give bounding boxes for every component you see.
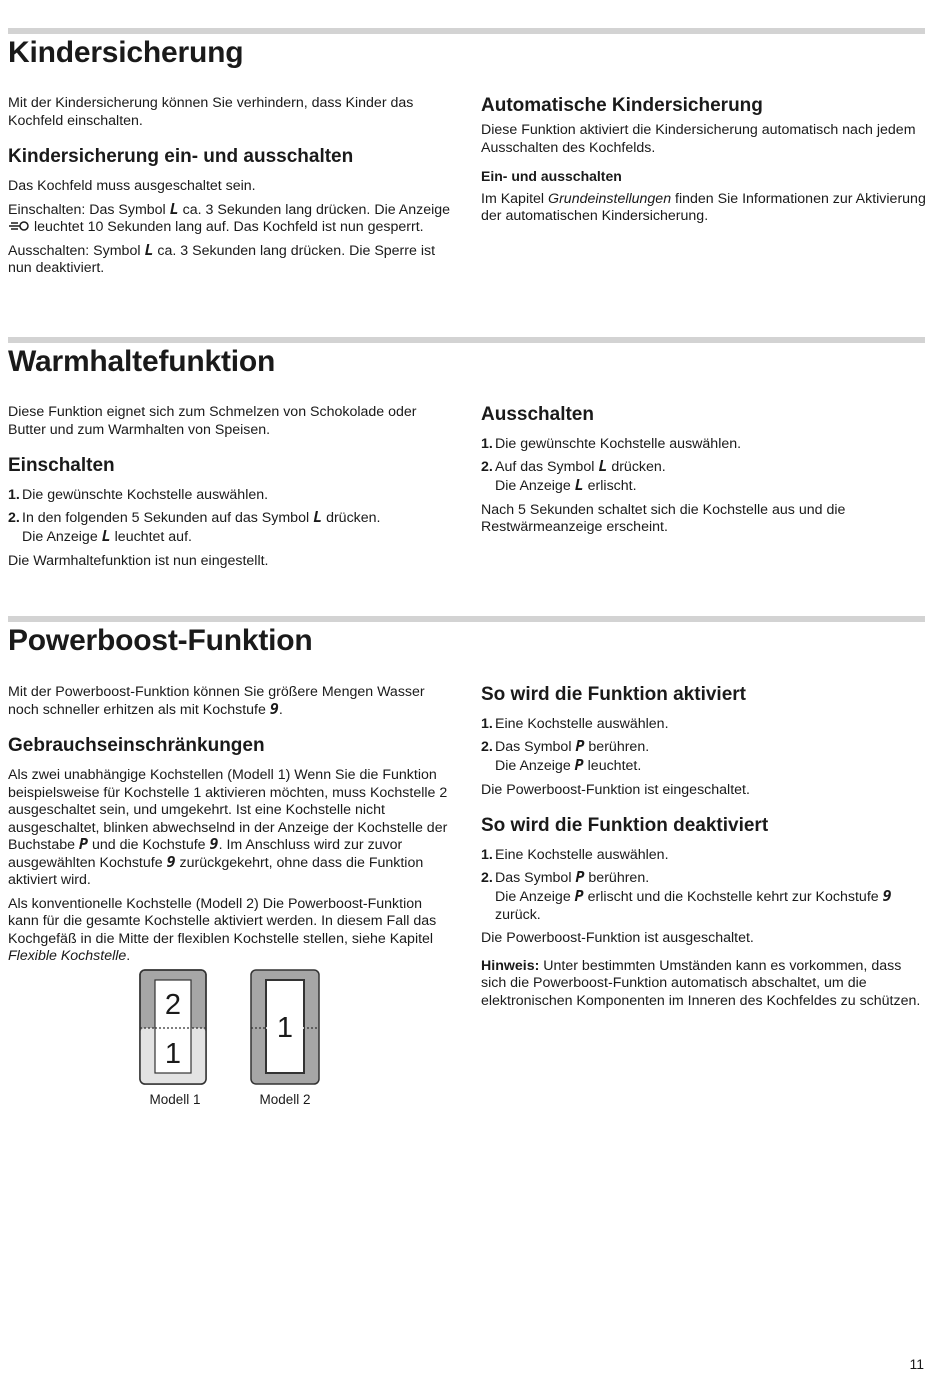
text: und die Kochstufe	[91, 837, 206, 853]
step-text	[495, 867, 926, 888]
kinder-auto-p: Diese Funktion aktiviert die Kindersicherung automatisch nach jedem Ausschalten des Kochfelds.	[481, 122, 916, 156]
step-text	[22, 507, 453, 528]
step-number: 2.	[481, 869, 493, 886]
text: Im Kapitel	[481, 190, 545, 207]
section-title-kindersicherung: Kindersicherung	[8, 36, 244, 69]
warm-right-column	[481, 404, 926, 543]
section-title-powerboost: Powerboost-Funktion	[8, 624, 313, 657]
list-item	[481, 716, 926, 734]
chapter-ref: Flexible Kochstelle	[8, 948, 127, 964]
model-2-diagram	[251, 970, 319, 1084]
note-text: Unter bestimmten Umständen kann es vorkommen, dass sich die Powerboost-Funktion automatisch abschaltet, um die elektronischen Komponenten im Inneren des Kochfeldes zu schützen.	[481, 957, 921, 1009]
text: berühren.	[588, 869, 650, 886]
text: In den folgenden 5 Sekunden auf das Symbol	[22, 509, 310, 526]
step-number: 2.	[481, 458, 493, 475]
kinder-onoff-p1: Das Kochfeld muss ausgeschaltet sein.	[8, 178, 256, 194]
text: leuchtet 10 Sekunden lang auf. Das Kochfeld ist nun gesperrt.	[33, 219, 424, 235]
text: Das Symbol	[495, 869, 572, 886]
zone-label-top: 2	[164, 989, 182, 1021]
boost-symbol-icon: P	[79, 835, 89, 853]
stage-nine-icon: 9	[882, 887, 892, 905]
text: Als konventionelle Kochstelle (Modell 2) Die Powerboost-Funktion kann für die gesamte Kochstelle aktiviert werden. In diesem Fall das Kochgefäß in die Mitte der flexiblen Kochstelle stellen, siehe Kapitel	[8, 895, 437, 947]
text: drücken.	[611, 458, 666, 475]
warm-symbol-icon: L	[574, 476, 584, 494]
kinder-auto-heading: Automatische Kindersicherung	[481, 95, 763, 116]
step-result	[481, 889, 926, 924]
text: zurück.	[495, 906, 541, 923]
cooktop-models-diagram	[130, 968, 340, 1092]
power-note	[481, 958, 926, 1011]
step-result	[8, 529, 453, 547]
text: . Im Anschluss wird zur zuvor ausgewählten Kochstufe	[8, 837, 403, 871]
power-limits-heading: Gebrauchseinschränkungen	[8, 735, 265, 756]
text: Die Anzeige	[495, 758, 571, 774]
power-deact-result: Die Powerboost-Funktion ist ausgeschaltet.	[481, 930, 754, 946]
step-text: Eine Kochstelle auswählen.	[495, 716, 669, 732]
list-item	[8, 507, 453, 528]
text: berühren.	[588, 738, 650, 755]
lock-symbol-icon: L	[144, 240, 154, 259]
warm-on-result: Die Warmhaltefunktion ist nun eingestellt.	[8, 552, 269, 569]
step-number: 1.	[481, 436, 493, 452]
warm-on-heading: Einschalten	[8, 455, 115, 476]
kinder-onoff-p2	[8, 199, 453, 237]
boost-symbol-icon: P	[575, 867, 585, 886]
kinder-onoff-heading: Kindersicherung ein- und ausschalten	[8, 146, 354, 167]
zone-label-single: 1	[276, 1012, 294, 1044]
kinder-auto-subheading: Ein- und ausschalten	[481, 168, 622, 184]
kinder-onoff-p3	[8, 240, 453, 278]
text: Das Symbol	[495, 738, 572, 755]
model-2-caption: Modell 2	[259, 1092, 311, 1107]
stage-nine-icon: 9	[269, 699, 279, 718]
power-act-heading: So wird die Funktion aktiviert	[481, 684, 746, 705]
text: zurückgekehrt, ohne dass die Funktion aktiviert wird.	[8, 854, 424, 888]
section-divider	[8, 337, 925, 343]
warm-off-heading: Ausschalten	[481, 404, 594, 425]
text: drücken.	[326, 509, 381, 526]
warm-off-result: Nach 5 Sekunden schaltet sich die Kochstelle aus und die Restwärmeanzeige erscheint.	[481, 501, 846, 535]
list-item	[481, 867, 926, 888]
text: Einschalten: Das Symbol	[8, 201, 166, 218]
list-item	[481, 436, 926, 454]
cooktop-models-figure	[130, 968, 340, 1118]
power-right-column	[481, 684, 926, 1016]
text: erlischt.	[587, 478, 637, 494]
kinder-right-column	[481, 95, 926, 232]
section-divider	[8, 616, 925, 622]
stage-nine-icon: 9	[166, 852, 176, 871]
kinder-left-column	[8, 95, 453, 284]
page-number: 11	[909, 1356, 924, 1372]
power-deact-heading: So wird die Funktion deaktiviert	[481, 815, 769, 836]
stage-nine-icon: 9	[209, 835, 219, 853]
list-item	[8, 487, 453, 505]
text: ca. 3 Sekunden lang drücken. Die Sperre ist nun deaktiviert.	[8, 242, 436, 276]
chapter-ref: Grundeinstellungen	[548, 190, 672, 207]
step-text: Die gewünschte Kochstelle auswählen.	[22, 487, 269, 503]
key-icon	[8, 220, 30, 232]
zone-label-bottom: 1	[164, 1038, 182, 1070]
text: erlischt und die Kochstelle kehrt zur Kochstufe	[587, 889, 879, 905]
boost-symbol-icon: P	[575, 736, 585, 755]
warm-symbol-icon: L	[598, 456, 608, 475]
warm-intro: Diese Funktion eignet sich zum Schmelzen von Schokolade oder Butter und zum Warmhalten von Speisen.	[8, 404, 417, 438]
power-limits-p1	[8, 767, 453, 890]
boost-symbol-icon: P	[574, 887, 584, 905]
step-number: 1.	[481, 716, 493, 732]
section-title-warmhaltefunktion: Warmhaltefunktion	[8, 345, 276, 378]
step-text	[495, 456, 926, 477]
model-1-caption: Modell 1	[149, 1092, 201, 1107]
step-text	[495, 736, 926, 757]
text: ca. 3 Sekunden lang drücken. Die Anzeige	[182, 201, 451, 218]
step-text: Eine Kochstelle auswählen.	[495, 847, 669, 863]
text: Mit der Powerboost-Funktion können Sie größere Mengen Wasser noch schneller erhitzen als mit Kochstufe	[8, 684, 425, 718]
list-item	[481, 456, 926, 477]
step-number: 1.	[481, 847, 493, 863]
step-result	[481, 478, 926, 496]
power-left-column	[8, 684, 453, 972]
power-limits-p2	[8, 896, 453, 966]
kinder-auto-p2	[481, 191, 926, 226]
lock-symbol-icon: L	[169, 199, 179, 218]
power-act-result: Die Powerboost-Funktion ist eingeschaltet.	[481, 781, 750, 798]
step-text: Die gewünschte Kochstelle auswählen.	[495, 436, 742, 452]
text: Die Anzeige	[22, 529, 98, 545]
text: leuchtet auf.	[114, 529, 192, 545]
list-item	[481, 847, 926, 865]
list-item	[481, 736, 926, 757]
text: Die Anzeige	[495, 478, 571, 494]
step-number: 1.	[8, 487, 20, 503]
warm-symbol-icon: L	[313, 507, 323, 526]
step-number: 2.	[8, 509, 20, 526]
warm-symbol-icon: L	[101, 527, 111, 545]
boost-symbol-icon: P	[574, 756, 584, 774]
text: Die Anzeige	[495, 889, 571, 905]
text: Als zwei unabhängige Kochstellen (Modell 1) Wenn Sie die Funktion beispielsweise für Kochstelle 1 aktivieren möchten, muss Kochstelle 2 ausgeschaltet sein, und umgekehrt. Ist eine Kochstelle nicht ausgeschaltet, blinken abwechselnd in der Anzeige der Kochstelle der Buchstabe	[8, 767, 448, 853]
kinder-intro: Mit der Kindersicherung können Sie verhindern, dass Kinder das Kochfeld einschalten.	[8, 95, 414, 129]
model-1-diagram	[140, 970, 206, 1084]
text: Ausschalten: Symbol	[8, 242, 141, 259]
power-intro: Mit der Powerboost-Funktion können Sie größere Mengen Wasser noch schneller erhitzen als mit Kochstufe 9.	[8, 684, 425, 718]
note-label: Hinweis:	[481, 957, 540, 974]
text: .	[126, 948, 131, 964]
text: Auf das Symbol	[495, 458, 595, 475]
step-number: 2.	[481, 738, 493, 755]
step-result	[481, 758, 926, 776]
text: leuchtet.	[587, 758, 642, 774]
warm-left-column	[8, 404, 453, 576]
section-divider	[8, 28, 925, 34]
text: finden Sie Informationen zur Aktivierung der automatischen Kindersicherung.	[481, 190, 926, 224]
